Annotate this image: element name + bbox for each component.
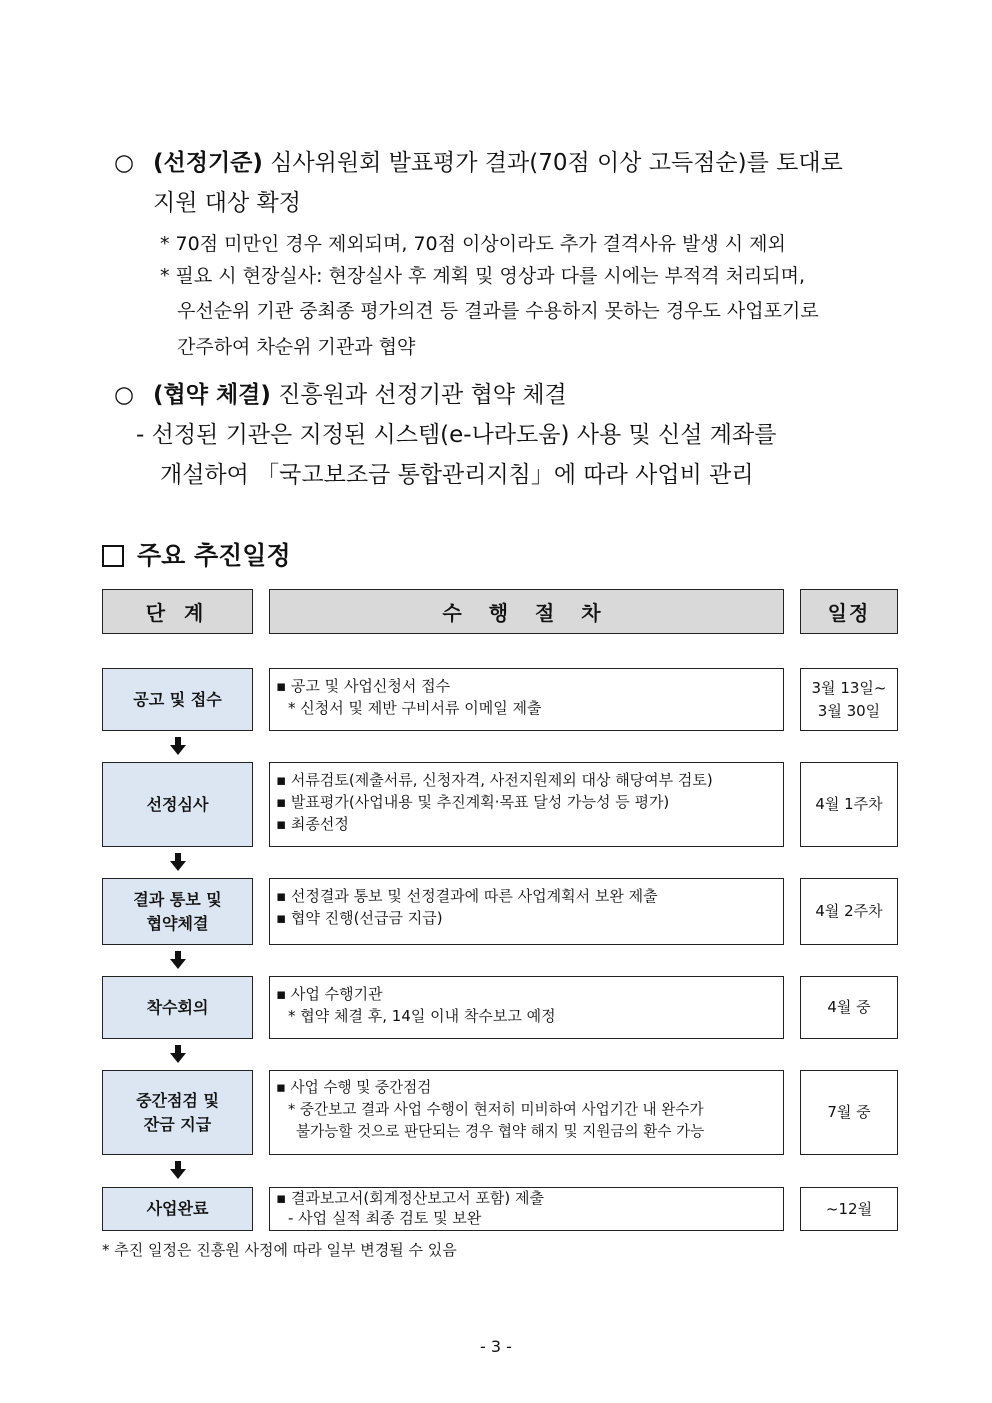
down-arrow-icon <box>170 737 186 755</box>
list-item: ▪ 최종선정 <box>276 815 349 833</box>
stage-completion: 사업완료 <box>102 1187 253 1231</box>
down-arrow-icon <box>170 951 186 969</box>
list-item: ▪ 서류검토(제출서류, 신청자격, 사전지원제외 대상 해당여부 검토) <box>276 771 713 789</box>
schedule-selection-review: 4월 1주차 <box>800 762 898 847</box>
agreement-dash-line2: 개설하여 「국고보조금 통합관리지침」에 따라 사업비 관리 <box>160 462 754 488</box>
schedule-completion: ~12월 <box>800 1187 898 1231</box>
header-schedule: 일정 <box>800 589 898 634</box>
procedure-selection-review <box>269 762 784 847</box>
list-item: ▪ 사업 수행기관 <box>276 985 383 1003</box>
list-item: ▪ 협약 진행(선급금 지급) <box>276 909 443 927</box>
footnote: * 추진 일정은 진흥원 사정에 따라 일부 변경될 수 있음 <box>102 1241 457 1259</box>
list-item: ▪ 선정결과 통보 및 선정결과에 따른 사업계획서 보완 제출 <box>276 887 658 905</box>
criteria-note1: * 70점 미만인 경우 제외되며, 70점 이상이라도 추가 결격사유 발생 시 제외 <box>160 233 786 255</box>
criteria-label: (선정기준) <box>153 150 263 176</box>
criteria-note2-cont2: 간주하여 차순위 기관과 협약 <box>177 336 416 358</box>
down-arrow-icon <box>170 853 186 871</box>
agreement-marker: ○ <box>114 382 135 408</box>
criteria-note2-cont: 우선순위 기관 중최종 평가의견 등 결과를 수용하지 못하는 경우도 사업포기로 <box>177 300 819 322</box>
page-number: - 3 - <box>480 1337 512 1356</box>
list-item: * 중간보고 결과 사업 수행이 현저히 미비하여 사업기간 내 완수가 <box>288 1101 704 1118</box>
schedule-result-agreement: 4월 2주차 <box>800 878 898 945</box>
list-item: ▪ 결과보고서(회계정산보고서 포함) 제출 <box>276 1189 545 1207</box>
list-item: 불가능할 것으로 판단되는 경우 협약 해지 및 지원금의 환수 가능 <box>296 1123 705 1140</box>
down-arrow-icon <box>170 1161 186 1179</box>
stage-selection-review: 선정심사 <box>102 762 253 847</box>
agreement-label: (협약 체결) <box>153 382 271 408</box>
procedure-midterm-check <box>269 1070 784 1155</box>
agreement-dash-line1: - 선정된 기관은 지정된 시스템(e-나라도움) 사용 및 신설 계좌를 <box>136 422 777 448</box>
schedule-announcement: 3월 13일~ 3월 30일 <box>800 668 898 731</box>
header-stage: 단 계 <box>102 589 253 634</box>
list-item: ▪ 공고 및 사업신청서 접수 <box>276 677 451 695</box>
list-item: * 협약 체결 후, 14일 이내 착수보고 예정 <box>288 1007 556 1025</box>
agreement-text: 진흥원과 선정기관 협약 체결 <box>270 382 567 408</box>
criteria-note2: * 필요 시 현장실사: 현장실사 후 계획 및 영상과 다를 시에는 부적격 처리되며, <box>160 265 806 287</box>
criteria-line2: 지원 대상 확정 <box>153 190 301 216</box>
list-item: ▪ 사업 수행 및 중간점검 <box>276 1079 432 1096</box>
list-item: * 신청서 및 제반 구비서류 이메일 제출 <box>288 699 542 717</box>
criteria-marker: ○ <box>114 150 135 176</box>
procedure-completion <box>269 1187 784 1231</box>
procedure-announcement <box>269 668 784 731</box>
schedule-midterm-check: 7월 중 <box>800 1070 898 1155</box>
header-procedure: 수 행 절 차 <box>269 589 784 634</box>
list-item: - 사업 실적 최종 검토 및 보완 <box>288 1209 482 1227</box>
stage-midterm-check: 중간점검 및 잔금 지급 <box>102 1070 253 1155</box>
criteria-text: 심사위원회 발표평가 결과(70점 이상 고득점순)를 토대로 <box>262 150 843 176</box>
procedure-kickoff <box>269 976 784 1039</box>
stage-announcement: 공고 및 접수 <box>102 668 253 731</box>
schedule-kickoff: 4월 중 <box>800 976 898 1039</box>
criteria-line1 <box>153 146 898 180</box>
list-item: ▪ 발표평가(사업내용 및 추진계획·목표 달성 가능성 등 평가) <box>276 793 670 811</box>
down-arrow-icon <box>170 1045 186 1063</box>
stage-result-agreement: 결과 통보 및 협약체결 <box>102 878 253 945</box>
procedure-result-agreement <box>269 878 784 945</box>
section-title: 주요 추진일정 <box>137 541 291 570</box>
agreement-line <box>153 378 567 412</box>
section-checkbox-icon <box>102 545 124 567</box>
stage-kickoff: 착수회의 <box>102 976 253 1039</box>
